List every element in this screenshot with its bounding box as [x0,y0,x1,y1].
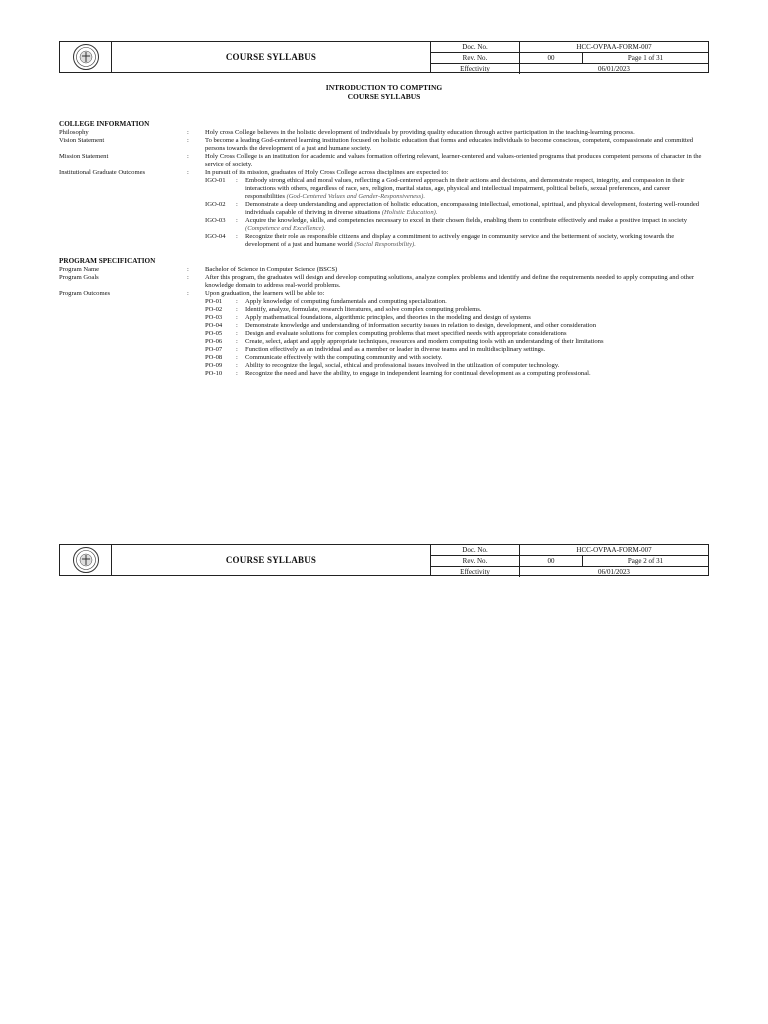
po-item: PO-06 : Create, select, adapt and apply appropriate techniques, resources and modern computing tools with an understanding of their limitations [205,338,709,346]
po-code: PO-07 [205,346,223,353]
po-code: PO-03 [205,314,223,321]
outcomes-intro: Upon graduation, the learners will be able to: [205,290,325,297]
program-goals: After this program, the graduates will design and develop computing solutions, analyze complex problems and identify and define the requirements needed to apply computing and other knowledge domain to address real-world problems. [205,274,695,289]
doc-no-label: Doc. No. [431,42,520,52]
mission-text: Holy Cross College is an institution for academic and values formation offering relevant, learner-centered and values-oriented programs that produces competent persons of character in the service of society. [205,153,702,168]
po-item: PO-09 : Ability to recognize the legal, social, ethical and professional issues involved in the utilization of computer technology. [205,362,709,370]
mission-label: Mission Statement [59,153,109,160]
po-text: Ability to recognize the legal, social, ethical and professional issues involved in the utilization of computer technology. [245,362,560,369]
igo-tag: (God-Centered Values and Gender-Responsiveness). [286,193,426,200]
igo-text: Embody strong ethical and moral values, reflecting a God-centered approach in their actions and decisions, and demonstrate respect, integrity, and compassion in their interactions with others, regardless of race, sex, religion, marital status, age, physical and intellectual impairment, political beliefs, sexual preferences, and career responsibilities [245,177,685,200]
po-code: PO-04 [205,322,223,329]
igo-code: IGO-01 [205,177,226,184]
igo-text: Acquire the knowledge, skills, and competencies necessary to excel in their chosen fields, enabling them to contribute effectively and make a positive impact in society [245,217,688,224]
course-subtitle: COURSE SYLLABUS [347,92,421,101]
po-text: Apply mathematical foundations, algorithmic principles, and theories in the modeling and design of systems [245,314,531,321]
doc-no-value: HCC-OVPAA-FORM-007 [576,546,652,554]
vision-text: To become a leading God-centered learning institution focused on holistic education that forms and educates individuals to become conscious, competent, compassionate and committed persons towards the development of a just and humane society. [205,137,694,152]
rev-no-label: Rev. No. [431,556,520,566]
rev-no-label: Rev. No. [431,53,520,63]
doc-no-label: Doc. No. [431,545,520,555]
igo-item: IGO-03 : Acquire the knowledge, skills, and competencies necessary to excel in their chosen fields, enabling them to contribute effectively and make a positive impact in society (Competence and Excellence). [205,217,688,232]
mission-row: Mission Statement : Holy Cross College is an institution for academic and values formation offering relevant, learner-centered and values-oriented programs that produces competent persons of character in the service of society. [59,153,709,169]
course-title: INTRODUCTION TO COMPTING [325,83,443,92]
college-seal-logo [60,42,112,72]
po-item: PO-02 : Identify, analyze, formulate, research literatures, and solve complex computing problems. [205,306,709,314]
effectivity-label: Effectivity [431,567,520,577]
doc-no-value: HCC-OVPAA-FORM-007 [576,43,652,51]
igo-code: IGO-03 [205,217,226,224]
program-spec-heading: PROGRAM SPECIFICATION [59,257,156,265]
po-item: PO-08 : Communicate effectively with the computing community and with society. [205,354,709,362]
po-code: PO-06 [205,338,223,345]
po-code: PO-10 [205,370,223,377]
program-name-row: Program Name : Bachelor of Science in Computer Science (BSCS) [59,266,709,274]
po-item: PO-05 : Design and evaluate solutions for complex computing problems that meet specified needs with appropriate considerations [205,330,709,338]
page-number: Page 2 of 31 [627,557,664,565]
program-outcomes-row: Program Outcomes : Upon graduation, the learners will be able to: PO-01 : Apply knowledge of computing fundamentals and computing specialization. PO-02 : Identify, analyze, formulate, research literatures, and solve complex computing problems. PO-03 : Apply mathematical foundations, algorithmic principles, and theories in the modeling and design of systems PO-04 : Demonstrate knowledge and understanding of information security issues in relation to design, development, and other consideration PO-05 : Design and evaluate solutions for complex computing problems that meet specified needs with appropriate considerations PO-06 : Create, select, adapt and apply appropriate techniques, resources and modern computing tools with an understanding of their limitations PO-07 : Function effectively as an individual and as a member or leader in diverse teams and in multidisciplinary settings. PO-08 : Communicate effectively with the computing community and with society. PO-09 : Ability to recognize the legal, social, ethical and professional issues involved in the utilization of computer technology. PO-10 : Recognize the need and have the ability, to engage in independent learning for continual development as a computing professional. [59,290,709,378]
program-goals-row: Program Goals : After this program, the graduates will design and develop computing solutions, analyze complex problems and identify and define the requirements needed to apply computing and other knowledge domain to address real-world problems. [59,274,709,290]
igo-tag: (Competence and Excellence). [245,225,326,232]
po-text: Demonstrate knowledge and understanding of information security issues in relation to design, development, and other consideration [245,322,597,329]
po-text: Create, select, adapt and apply appropriate techniques, resources and modern computing tools with an understanding of their limitations [245,338,604,345]
po-item: PO-04 : Demonstrate knowledge and understanding of information security issues in relation to design, development, and other consideration [205,322,709,330]
igo-row: Institutional Graduate Outcomes : In pursuit of its mission, graduates of Holy Cross College across disciplines are expected to: IGO-01 : Embody strong ethical and moral values, reflecting a God-centered approach in their actions and decisions, and demonstrate respect, integrity, and compassion in their interactions with others, regardless of race, sex, religion, marital status, age, physical and intellectual impairment, political beliefs, sexual preferences, and career responsibilities (God-Centered Values and Gender-Responsiveness). IGO-02 : Demonstrate a deep understanding and appreciation of holistic education, encompassing intellectual, emotional, spiritual, and physical development, fostering well-rounded individuals capable of thriving in diverse situations (Holistic Education). IGO-03 : Acquire the knowledge, skills, and competencies necessary to excel in their chosen fields, enabling them to contribute effectively and make a positive impact in society (Competence and Excellence). IGO-04 : Recognize their role as responsible citizens and display a commitment to actively engage in community service and the betterment of society, working towards the development of a just and humane world (Social Responsibility). [59,169,709,249]
po-code: PO-01 [205,298,223,305]
igo-code: IGO-02 [205,201,226,208]
philosophy-row: Philosophy : Holy cross College believes in the holistic development of individuals by providing quality education through active participation in the teaching-learning process. [59,129,709,137]
po-item: PO-10 : Recognize the need and have the ability, to engage in independent learning for continual development as a computing professional. [205,370,709,378]
college-seal-logo [60,545,112,575]
igo-tag: (Holistic Education). [381,209,438,216]
igo-intro: In pursuit of its mission, graduates of Holy Cross College across disciplines are expected to: [205,169,449,176]
effectivity-value: 06/01/2023 [598,568,630,576]
vision-label: Vision Statement [59,137,105,144]
college-info-heading: COLLEGE INFORMATION [59,120,150,128]
vision-row: Vision Statement : To become a leading God-centered learning institution focused on holistic education that forms and educates individuals to become conscious, competent, compassionate and committed persons towards the development of a just and humane society. [59,137,709,153]
document-meta [431,545,708,575]
po-code: PO-05 [205,330,223,337]
program-name: Bachelor of Science in Computer Science (BSCS) [205,266,338,273]
page-number: Page 1 of 31 [627,54,664,62]
igo-text: Recognize their role as responsible citizens and display a commitment to actively engage in community service and the betterment of society, working towards the development of a just and humane world [245,233,675,248]
po-text: Function effectively as an individual and as a member or leader in diverse teams and in multidisciplinary settings. [245,346,546,353]
page-header [59,544,709,576]
po-code: PO-09 [205,362,223,369]
document-meta [431,42,708,72]
effectivity-value: 06/01/2023 [598,65,630,73]
po-code: PO-02 [205,306,223,313]
po-item: PO-07 : Function effectively as an individual and as a member or leader in diverse teams and in multidisciplinary settings. [205,346,709,354]
program-outcomes-label: Program Outcomes [59,290,111,297]
igo-item: IGO-04 : Recognize their role as responsible citizens and display a commitment to actively engage in community service and the betterment of society, working towards the development of a just and humane world (Social Responsibility). [205,233,675,248]
philosophy-label: Philosophy [59,129,89,136]
effectivity-label: Effectivity [431,64,520,74]
po-text: Recognize the need and have the ability, to engage in independent learning for continual development as a computing professional. [245,370,591,377]
igo-tag: (Social Responsibility). [354,241,416,248]
philosophy-text: Holy cross College believes in the holistic development of individuals by providing quality education through active participation in the teaching-learning process. [205,129,635,136]
program-goals-label: Program Goals [59,274,99,281]
program-name-label: Program Name [59,266,100,273]
po-item: PO-01 : Apply knowledge of computing fundamentals and computing specialization. [205,298,709,306]
po-code: PO-08 [205,354,223,361]
po-text: Identify, analyze, formulate, research literatures, and solve complex computing problems. [245,306,482,313]
po-text: Design and evaluate solutions for complex computing problems that meet specified needs with appropriate considerations [245,330,567,337]
syllabus-body [59,120,709,378]
igo-item: IGO-02 : Demonstrate a deep understanding and appreciation of holistic education, encompassing intellectual, emotional, spiritual, and physical development, fostering well-rounded individuals capable of thriving in diverse situations (Holistic Education). [205,201,700,216]
rev-no-value: 00 [520,53,583,63]
page-header [59,41,709,73]
igo-code: IGO-04 [205,233,226,240]
igo-text: Demonstrate a deep understanding and appreciation of holistic education, encompassing intellectual, emotional, spiritual, and physical development, fostering well-rounded individuals capable of thriving in diverse situations [245,201,700,216]
igo-label: Institutional Graduate Outcomes [59,169,146,176]
igo-item: IGO-01 : Embody strong ethical and moral values, reflecting a God-centered approach in their actions and decisions, and demonstrate respect, integrity, and compassion in their interactions with others, regardless of race, sex, religion, marital status, age, physical and intellectual impairment, political beliefs, sexual preferences, and career responsibilities (God-Centered Values and Gender-Responsiveness). [205,177,685,200]
po-item: PO-03 : Apply mathematical foundations, algorithmic principles, and theories in the modeling and design of systems [205,314,709,322]
po-text: Communicate effectively with the computing community and with society. [245,354,443,361]
po-text: Apply knowledge of computing fundamentals and computing specialization. [245,298,447,305]
header-title: COURSE SYLLABUS [112,545,431,575]
header-title: COURSE SYLLABUS [112,42,431,72]
rev-no-value: 00 [520,556,583,566]
